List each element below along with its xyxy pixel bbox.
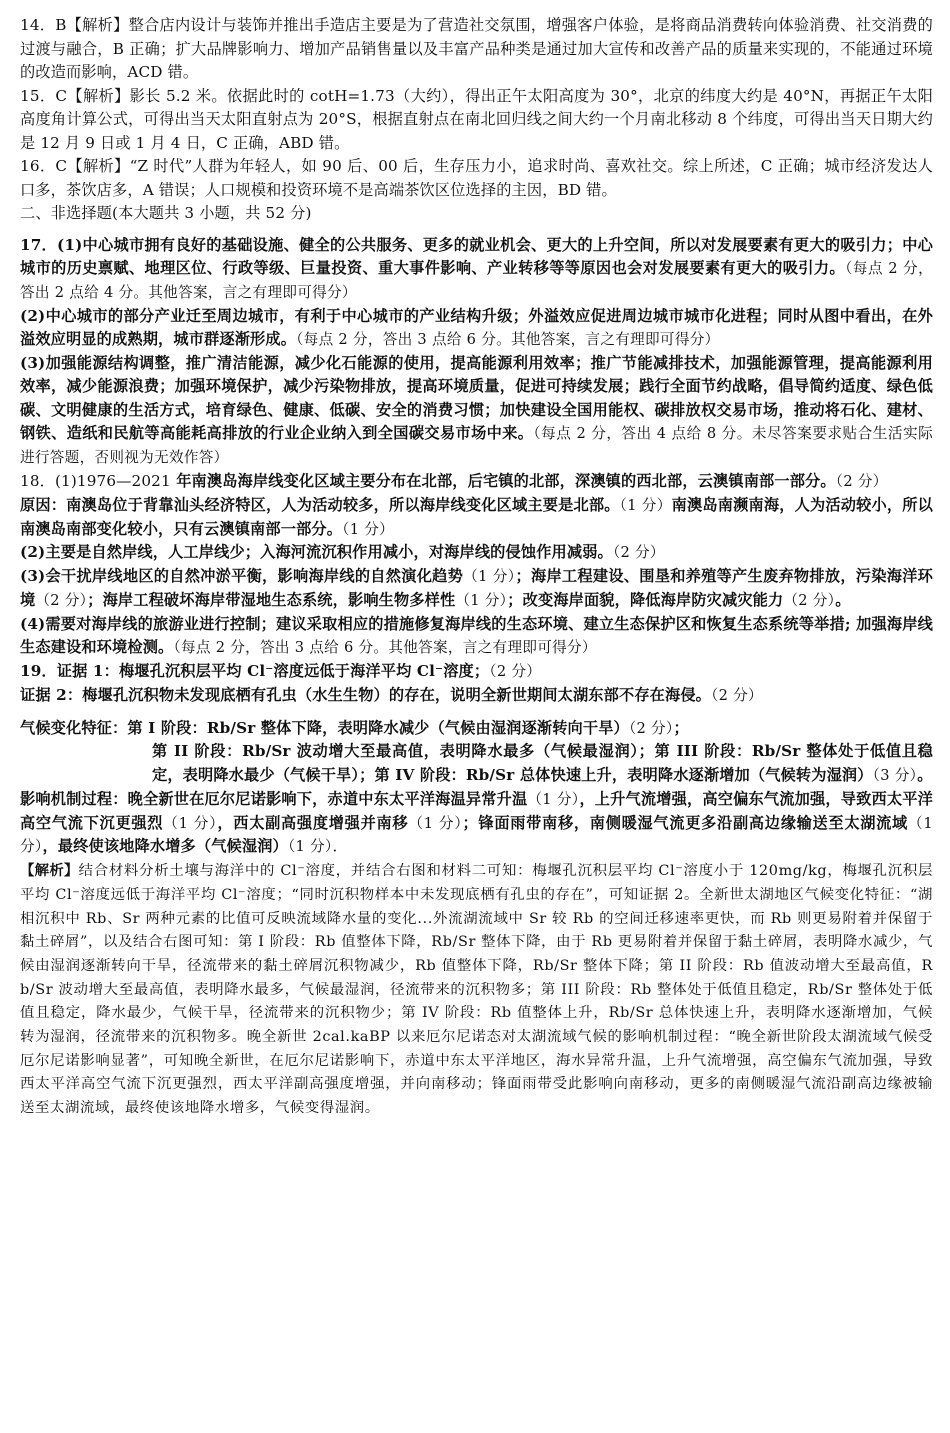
q15-text: 影长 5.2 米。依据此时的 cotH=1.73（大约），得出正午太阳高度为 30°，北京的纬度大约是 40°N，再据正午太阳高度角计算公式，可得出当天太阳直射点为 20°S，根据直射点在南北回归线之间大约一个月南北移动 8 个纬度，可得出当天日期大约是 12 月 9 日或 1 月 4 日，C 正确，ABD 错。 [20,86,934,152]
q15-number: 15．C [20,86,68,105]
q19-evidence2-score: （2 分） [711,686,763,704]
q19-mechanism-step1: 影响机制过程：晚全新世在厄尔尼诺影响下，赤道中东太平洋海温异常升温 [20,789,528,808]
q19-mechanism-step3-score: （1 分） [408,814,463,832]
q19-mechanism-step4-score: （1 分） [20,814,934,856]
q18-part2 [20,541,933,565]
q19-climate-stages-end: 。 [917,765,933,784]
q14-text: 整合店内设计与装饰并推出手造店主要是为了营造社交氛围，增强客户体验，是将商品消费转向体验消费、社交消费的过渡与融合，B 正确；扩大品牌影响力、增加产品销售量以及丰富产品种类是通过加大宣传和改善产品的质量来实现的，不能通过环境的改造而影响，ACD 错。 [20,16,933,81]
q18-part2-score: （2 分） [612,544,665,562]
q16-tag: 【解析】 [67,157,130,175]
q19-evidence2 [20,684,933,708]
q18-part3-point4: ；改变海岸面貌，降低海岸防灾减灾能力 [507,590,784,609]
q18-reason [20,494,933,542]
q19-climate-stages [20,740,933,787]
q19-evidence2-text: 证据 2：梅堰孔沉积物未发现底栖有孔虫（水生生物）的存在，说明全新世期间太湖东部不存在海侵。 [20,685,712,704]
q17-part2 [20,305,933,352]
q18-reason-south: 南澳岛南濒南海，人为活动较小，所以南澳岛南部变化较小，只有云澳镇南部一部分。 [20,495,933,538]
q19-analysis-tag: 【解析】 [20,862,79,880]
q17-part3-number: (3) [20,353,46,372]
section-heading: 二、非选择题(本大题共 3 小题，共 52 分) [20,204,312,222]
q16-text: “Z 时代”人群为年轻人，如 90 后、00 后，生存压力小，追求时尚、喜欢社交。综上所述，C 正确；城市经济发达人口多，茶饮店多，A 错误；人口规模和投资环境不是高端茶饮区位选择的主因，BD 错。 [20,157,933,199]
q19-mechanism-end: ． [332,837,348,856]
q17-number: 17．(1) [20,235,83,254]
q18-part3-end: 。 [835,590,851,609]
q19-mechanism-step5-score: （1 分） [287,838,333,856]
q19-mechanism-step1-score: （1 分） [527,790,580,808]
q18-part4-score: （每点 2 分，答出 3 点给 6 分。其他答案，言之有理即可得分） [173,639,597,657]
q17-part3 [20,352,933,470]
q19-climate-stage1-text: 气候变化特征：第 I 阶段：Rb/Sr 整体下降，表明降水减少（气候由湿润逐渐转向干旱） [20,718,629,737]
q19-analysis [20,859,933,1121]
q17-part3-score: （每点 2 分，答出 4 点给 8 分。未尽答案要求贴合生活实际进行答题，否则视为无效作答） [20,425,933,467]
q19-climate-stage1 [20,717,933,741]
q14-number: 14．B [20,16,67,34]
q18-part4-answer: (4)需要对海岸线的旅游业进行控制；建议采取相应的措施修复海岸线的生态环境、建立生态保护区和恢复生态系统等举措; 加强海岸线生态建设和环境检测。 [20,614,933,657]
q18-part3 [20,565,933,613]
q19-mechanism-step5: ，最终使该地降水增多（气候湿润） [42,837,288,856]
q18-part3-point2-score: （2 分） [35,591,88,609]
q19-evidence1-text: 19．证据 1：梅堰孔沉积层平均 Cl⁻溶度远低于海洋平均 Cl⁻溶度； [20,662,490,681]
q17-part2-score: （每点 2 分，答出 3 点给 6 分。其他答案，言之有理即可得分） [296,331,720,349]
q17-part1-score: （每点 2 分，答出 2 点给 4 分。其他答案，言之有理即可得分） [20,260,934,301]
q18-part4 [20,613,933,660]
q18-reason-north-score: （1 分） [619,496,672,514]
q18-number: 18．(1)1976—2021 [20,471,171,490]
q17-part1 [20,234,933,305]
q18-part1-answer: 年南澳岛海岸线变化区域主要分布在北部，后宅镇的北部，深澳镇的西北部，云澳镇南部一部分。 [170,471,836,490]
q19-climate-stage1-score: （2 分） [628,719,674,737]
q18-reason-north: 原因：南澳岛位于背靠汕头经济特区，人为活动较多，所以海岸线变化区域主要是北部。 [20,495,620,514]
q19-mechanism-step2-score: （1 分） [163,814,218,832]
q19-evidence1-score: （2 分） [489,663,542,681]
q14-tag: 【解析】 [66,16,129,34]
q15-tag: 【解析】 [67,86,130,105]
q15-answer [20,85,933,156]
q17-part1-answer: 中心城市拥有良好的基础设施、健全的公共服务、更多的就业机会、更大的上升空间，所以对发展要素有更大的吸引力；中心城市的历史禀赋、地理区位、行政等级、巨量投资、重大事件影响、产业转移等等原因也会对发展要素有更大的吸引力。 [20,235,933,277]
q19-mechanism-step4: ；锋面雨带南移，南侧暖湿气流更多沿副高边缘输送至太湖流域 [462,813,908,832]
q18-part3-point4-score: （2 分） [783,591,836,609]
q18-part3-point3: ；海岸工程破坏海岸带湿地生态系统，影响生物多样性 [87,590,456,609]
q18-part3-point1-score: （1 分） [463,568,516,586]
q14-answer [20,14,933,85]
q19-analysis-text: 结合材料分析土壤与海洋中的 Cl⁻溶度，并结合右图和材料二可知：梅堰孔沉积层平均 Cl⁻溶度小于 120mg/kg，梅堰孔沉积层平均 Cl⁻溶度远低于海洋平均 Cl⁻溶度；“同时沉积物样本中未发现底栖有孔虫的存在”，可知证据 2。全新世太湖地区气候变化特征：“湖相沉积中 Rb、Sr 两种元素的比值可反映流域降水量的变化...外流湖流域中 Sr 较 Rb 的空间迁移速率更快，而 Rb 则更易附着并保留于黏土碎屑”，以及结合右图可知：第 I 阶段：Rb 值整体下降，Rb/Sr 整体下降，由于 Rb 更易附着并保留于黏土碎屑，表明降水减少，气候由湿润逐渐转向干旱，径流带来的黏土碎屑沉积物减少，Rb 值整体下降，Rb/Sr 整体下降；第 II 阶段：Rb 值波动增大至最高值，Rb/Sr 波动增大至最高值，表明降水最多，气候最湿润，径流带来的沉积物多；第 III 阶段：Rb 整体处于低值且稳定，Rb/Sr 整体处于低值且稳定，降水最少，气候干旱，径流带来的沉积物少；第 IV 阶段：Rb 值整体上升，Rb/Sr 总体快速上升，表明降水逐渐增加，气候转为湿润，径流带来的沉积物多。晚全新世 2cal.kaBP 以来厄尔尼诺态对太湖流域气候的影响机制过程：“晚全新世阶段太湖流域气候受厄尔尼诺影响显著”，可知晚全新世，在厄尔尼诺影响下，赤道中东太平洋地区，海水异常升温，上升气流增强，高空偏东气流加强，导致西太平洋高空气流下沉更强烈，西太平洋副高强度增强，并向南移动；锋面雨带受此影响向南移动，更多的南侧暖湿气流沿副高边缘被输送至太湖流域，最终使该地降水增多，气候变得湿润。 [20,863,933,1117]
q17-part3-answer: 加强能源结构调整，推广清洁能源，减少化石能源的使用，提高能源利用效率；推广节能减排技术，加强能源管理，提高能源利用效率，减少能源浪费；加强环境保护，减少污染物排放，提高环境质量，促进可持续发展；践行全面节约战略，倡导简约适度、绿色低碳、文明健康的生活方式，培育绿色、健康、低碳、安全的消费习惯；加快建设全国用能权、碳排放权交易市场，推动将石化、建材、钢铁、造纸和民航等高能耗高排放的行业企业纳入到全国碳交易市场中来。 [20,353,933,443]
q16-number: 16．C [20,157,68,175]
q19-evidence1 [20,660,933,684]
q18-part3-point3-score: （1 分） [455,591,508,609]
q18-part2-answer: (2)主要是自然岸线，人工岸线少；入海河流沉积作用减小，对海岸线的侵蚀作用减弱。 [20,543,613,562]
q19-mechanism-step3: ，西太副高强度增强并南移 [217,813,409,832]
q19-climate-stage1-end: ； [673,718,689,737]
q18-reason-south-score: （1 分） [342,520,394,538]
q18-part3-point2: ；海岸工程建设、围垦和养殖等产生废弃物排放，污染海洋环境 [20,567,933,609]
q19-mechanism [20,788,933,859]
q16-answer [20,155,933,202]
q18-part1 [20,470,933,494]
q19-mechanism-step2: ，上升气流增强，高空偏东气流加强，导致西太平洋高空气流下沉更强烈 [20,789,934,832]
q17-part2-number: (2) [20,306,46,325]
q19-climate-stages-score: （3 分） [872,766,918,784]
q17-part2-answer: 中心城市的部分产业迁至周边城市，有利于中心城市的产业结构升级；外溢效应促进周边城市城市化进程；同时从图中看出，在外溢效应明显的成熟期，城市群逐渐形成。 [20,306,933,349]
q19-climate-stages-text: 第 II 阶段：Rb/Sr 波动增大至最高值，表明降水最多（气候最湿润）；第 III 阶段：Rb/Sr 整体处于低值且稳定，表明降水最少（气候干旱）；第 IV 阶段：Rb/Sr 总体快速上升，表明降水逐渐增加（气候转为湿润） [152,742,933,784]
q18-part1-score: （2 分） [835,472,888,490]
q18-part3-point1: (3)会干扰岸线地区的自然冲淤平衡，影响海岸线的自然演化趋势 [20,567,464,586]
answer-page [20,14,933,1121]
